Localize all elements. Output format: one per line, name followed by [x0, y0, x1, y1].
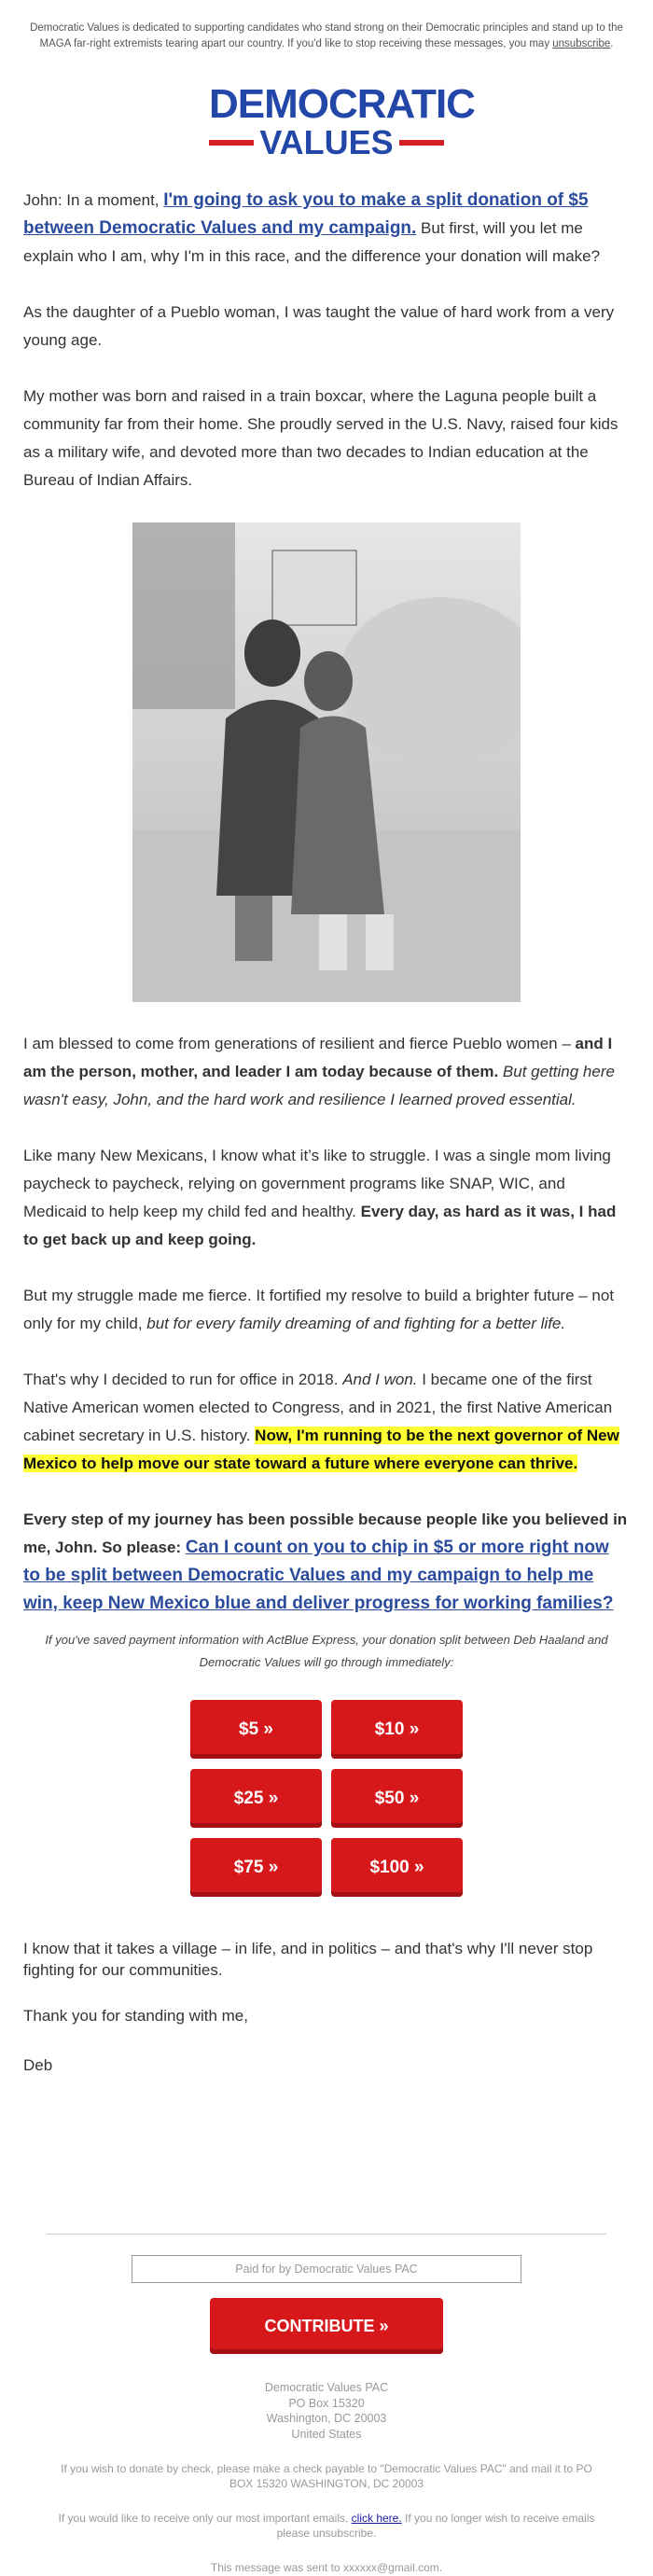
highlighted-text: Now, I'm running to be the next governor of New Mexico to help move our state toward a future where everyone can thrive. [23, 1427, 619, 1472]
paragraph: I am blessed to come from generations of resilient and fierce Pueblo women – and I am the person, mother, and leader I am today because of them. But getting here wasn't easy, John, and the hard work and resilience I learned proved essential. [23, 1035, 615, 1108]
actblue-note: If you've saved payment information with ActBlue Express, your donation split between Deb Haaland and Democratic Values will go through immediately: [45, 1633, 608, 1669]
divider [47, 2234, 606, 2235]
donate-50-button[interactable]: $50 » [331, 1769, 463, 1828]
donation-buttons [23, 1700, 630, 1897]
mailing-address: Democratic Values PAC PO Box 15320 Washington, DC 20003 United States [264, 2381, 389, 2441]
democratic-values-logo: DEMOCRATIC VALUES [209, 81, 475, 161]
donate-ask-link[interactable]: Can I count on you to chip in $5 or more right now to be split between Democratic Values and my campaign to help me win, keep New Mexico blue and deliver progress for working families? [23, 1538, 614, 1613]
donate-link[interactable]: I'm going to ask you to make a split donation of $5 between Democratic Values and my campaign. [23, 190, 589, 238]
footer [0, 2234, 653, 2576]
paragraph: Like many New Mexicans, I know what it’s like to struggle. I was a single mom living paycheck to paycheck, relying on government programs like SNAP, WIC, and Medicaid to help keep my child fed and healthy. Every day, as hard as it was, I had to get back up and keep going. [23, 1147, 617, 1248]
donate-100-button[interactable]: $100 » [331, 1838, 463, 1897]
letter-body [0, 187, 653, 2080]
paragraph: That's why I decided to run for office in 2018. And I won. I became one of the first Native American women elected to Congress, and in 2021, the first Native American cabinet secretary in U.S. history. Now, I'm running to be the next governor of New Mexico to help move our state toward a future where everyone can thrive. [23, 1371, 619, 1472]
paragraph: But my struggle made me fierce. It fortified my resolve to build a brighter future – not only for my child, but for every family dreaming of and fighting for a better life. [23, 1287, 615, 1332]
paragraph: John: In a moment, I'm going to ask you to make a split donation of $5 between Democratic Values and my campaign. But first, will you let me explain who I am, why I'm in this race, and the difference your donation will make? [23, 190, 601, 265]
donate-10-button[interactable]: $10 » [331, 1700, 463, 1759]
donate-25-button[interactable]: $25 » [190, 1769, 322, 1828]
check-info: If you wish to donate by check, please make a check payable to "Democratic Values PAC" and mail it to PO BOX 15320 WASHINGTON, DC 20003 [61, 2462, 592, 2490]
paragraph: I know that it takes a village – in life, and in politics – and that's why I'll never stop fighting for our communities. [23, 1940, 593, 1979]
sent-to: This message was sent to xxxxxx@gmail.com. [210, 2561, 443, 2574]
donate-5-button[interactable]: $5 » [190, 1700, 322, 1759]
paragraph: My mother was born and raised in a train boxcar, where the Laguna people built a community far from their home. She proudly served in the U.S. Navy, raised four kids as a military wife, and devoted more than two decades to Indian education at the Bureau of Indian Affairs. [23, 387, 618, 489]
paragraph: As the daughter of a Pueblo woman, I was taught the value of hard work from a very young age. [23, 303, 615, 349]
signature: Deb [23, 2056, 53, 2074]
contribute-button[interactable]: CONTRIBUTE » [210, 2298, 443, 2354]
email-preferences: If you would like to receive only our most important emails, click here. If you no longer wish to receive emails please unsubscribe. [58, 2512, 595, 2540]
donate-75-button[interactable]: $75 » [190, 1838, 322, 1897]
paragraph: Thank you for standing with me, [23, 2007, 248, 2025]
paid-for-disclaimer: Paid for by Democratic Values PAC [132, 2255, 521, 2283]
unsubscribe-link[interactable]: unsubscribe [552, 38, 611, 49]
preheader: Democratic Values is dedicated to supporting candidates who stand strong on their Democratic principles and stand up to the MAGA far-right extremists tearing apart our country. If you'd like to stop receiving these messages, you may unsubscribe. [30, 22, 623, 49]
family-photo [132, 522, 521, 1002]
click-here-link[interactable]: click here. [351, 2512, 402, 2525]
paragraph: Every step of my journey has been possible because people like you believed in me, John. So please: Can I count on you to chip in $5 or more right now to be split between Democratic Values and my campaign to help me win, keep New Mexico blue and deliver progress for working families? [23, 1511, 628, 1613]
